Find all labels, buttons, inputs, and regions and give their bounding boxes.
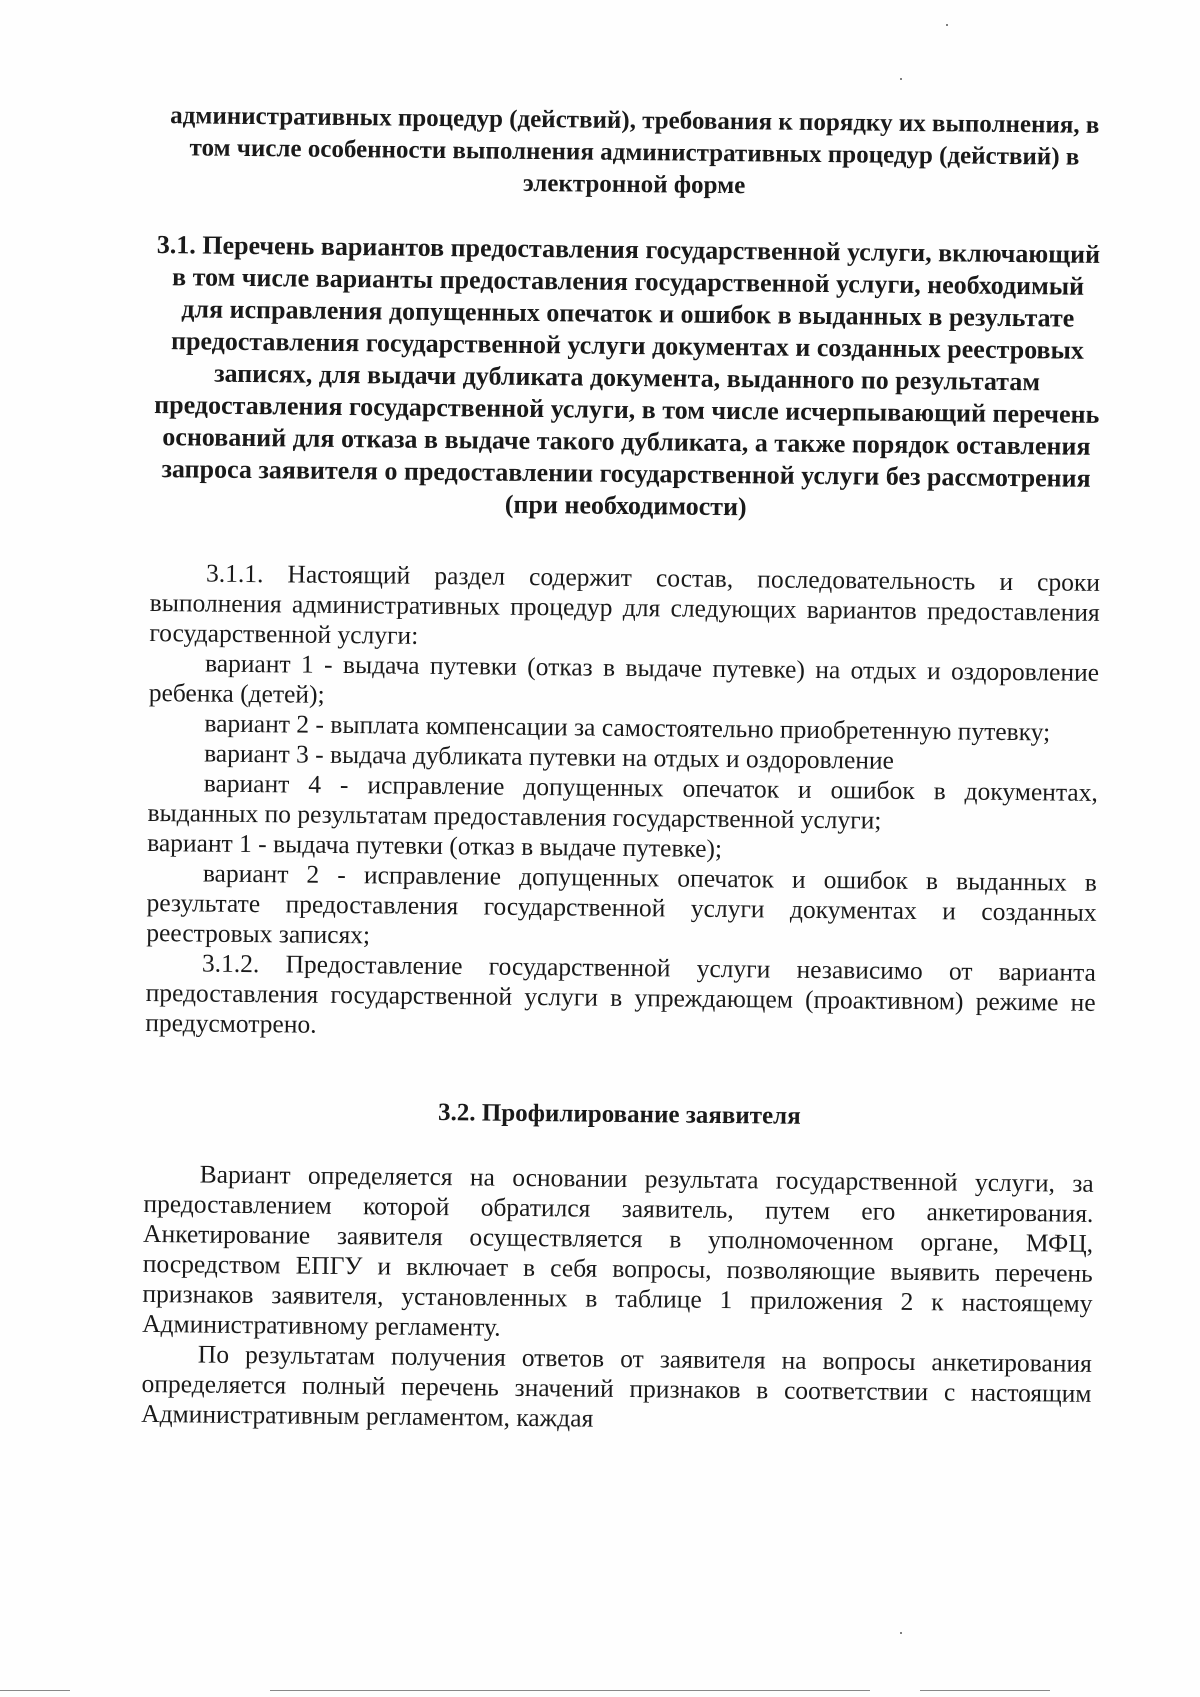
paragraph-variant-2b: вариант 2 - исправление допущенных опечаток и ошибок в выданных в результате предоставления государственной услуги документах и созданных реестровых записях;	[146, 858, 1098, 950]
scan-speck	[900, 1632, 902, 1634]
scan-edge-line	[920, 1690, 1050, 1691]
paragraph-3-1-1: 3.1.1. Настоящий раздел содержит состав, последовательность и сроки выполнения административных процедур для следующих вариантов предоставления государственной услуги:	[149, 558, 1101, 650]
scan-edge-line	[0, 1690, 70, 1691]
paragraph-3-1-2: 3.1.2. Предоставление государственной услуги независимо от варианта предоставления государственной услуги в упреждающем (проактивном) режиме не предусмотрено.	[145, 948, 1097, 1039]
paragraph-3-2-a: Вариант определяется на основании результата государственной услуги, за предоставлением которой обратился заявитель, путем его анкетирования. Анкетирование заявителя осуществляется в уполномоченном органе, МФЦ, посредством ЕПГУ и включает в себя вопросы, позволяющие выявить перечень признаков заявителя, установленных в таблице 1 приложения 2 к настоящему Административному регламенту.	[142, 1159, 1094, 1342]
scan-edge-line	[270, 1690, 870, 1691]
paragraph-variant-1: вариант 1 - выдача путевки (отказ в выдаче путевке) на отдых и оздоровление ребенка (детей);	[148, 648, 1100, 709]
document-content	[141, 100, 1105, 1439]
paragraph-variant-3: вариант 3 - выдача дубликата путевки на отдых и оздоровление	[204, 738, 895, 775]
paragraph-variant-1b: вариант 1 - выдача путевки (отказ в выдаче путевке);	[147, 827, 723, 863]
section-3-2-title: 3.2. Профилирование заявителя	[437, 1099, 801, 1130]
paragraph-3-2-b: По результатам получения ответов от заявителя на вопросы анкетирования определяется полный перечень значений признаков в соответствии с настоящим Административным регламентом, каждая	[141, 1339, 1092, 1433]
paragraph-variant-4: вариант 4 - исправление допущенных опечаток и ошибок в документах, выданных по результатам предоставления государственной услуги;	[147, 768, 1098, 835]
paragraph-variant-2: вариант 2 - выплата компенсации за самостоятельно приобретенную путевку;	[204, 708, 1051, 747]
section-3-1-title: 3.1. Перечень вариантов предоставления государственной услуги, включающий в том числе варианты предоставления государственной услуги, необходимый для исправления допущенных опечаток и ошибок в выданных в результате предоставления государственной услуги документах и созданных реестровых записях, для выдачи дубликата документа, выданного по результатам предоставления государственной услуги, в том числе исчерпывающий перечень оснований для отказа в выдаче такого дубликата, а также порядок оставления запроса заявителя о предоставлении государственной услуги без рассмотрения (при необходимости)	[154, 230, 1101, 522]
section-3-continued-heading: административных процедур (действий), требования к порядку их выполнения, в том числе особенности выполнения административных процедур (действий) в электронной форме	[170, 102, 1100, 200]
scan-speck	[946, 24, 948, 26]
scan-speck	[900, 78, 902, 80]
